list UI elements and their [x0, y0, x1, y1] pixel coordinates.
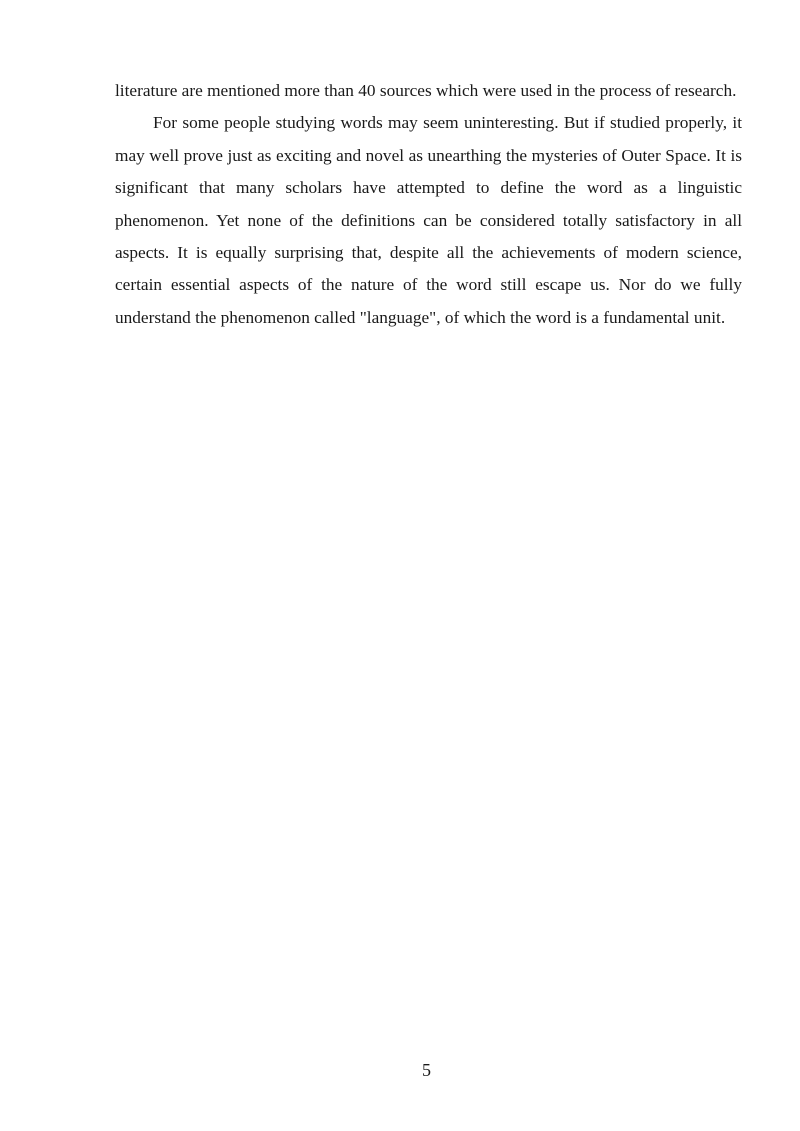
paragraph-continuation: literature are mentioned more than 40 sources which were used in the process of research.	[115, 81, 737, 100]
paragraph-word-study: For some people studying words may seem uninteresting. But if studied properly, it may well prove just as exciting and novel as unearthing the mysteries of Outer Space. It is significant that many scholars have attempted to define the word as a linguistic phenomenon. Yet none of the definitions can be considered totally satisfactory in all aspects. It is equally surprising that, despite all the achievements of modern science, certain essential aspects of the nature of the word still escape us. Nor do we fully understand the phenomenon called "language", of which the word is a fundamental unit.	[115, 113, 742, 327]
page-number: 5	[422, 1060, 431, 1080]
page-body	[115, 75, 742, 334]
